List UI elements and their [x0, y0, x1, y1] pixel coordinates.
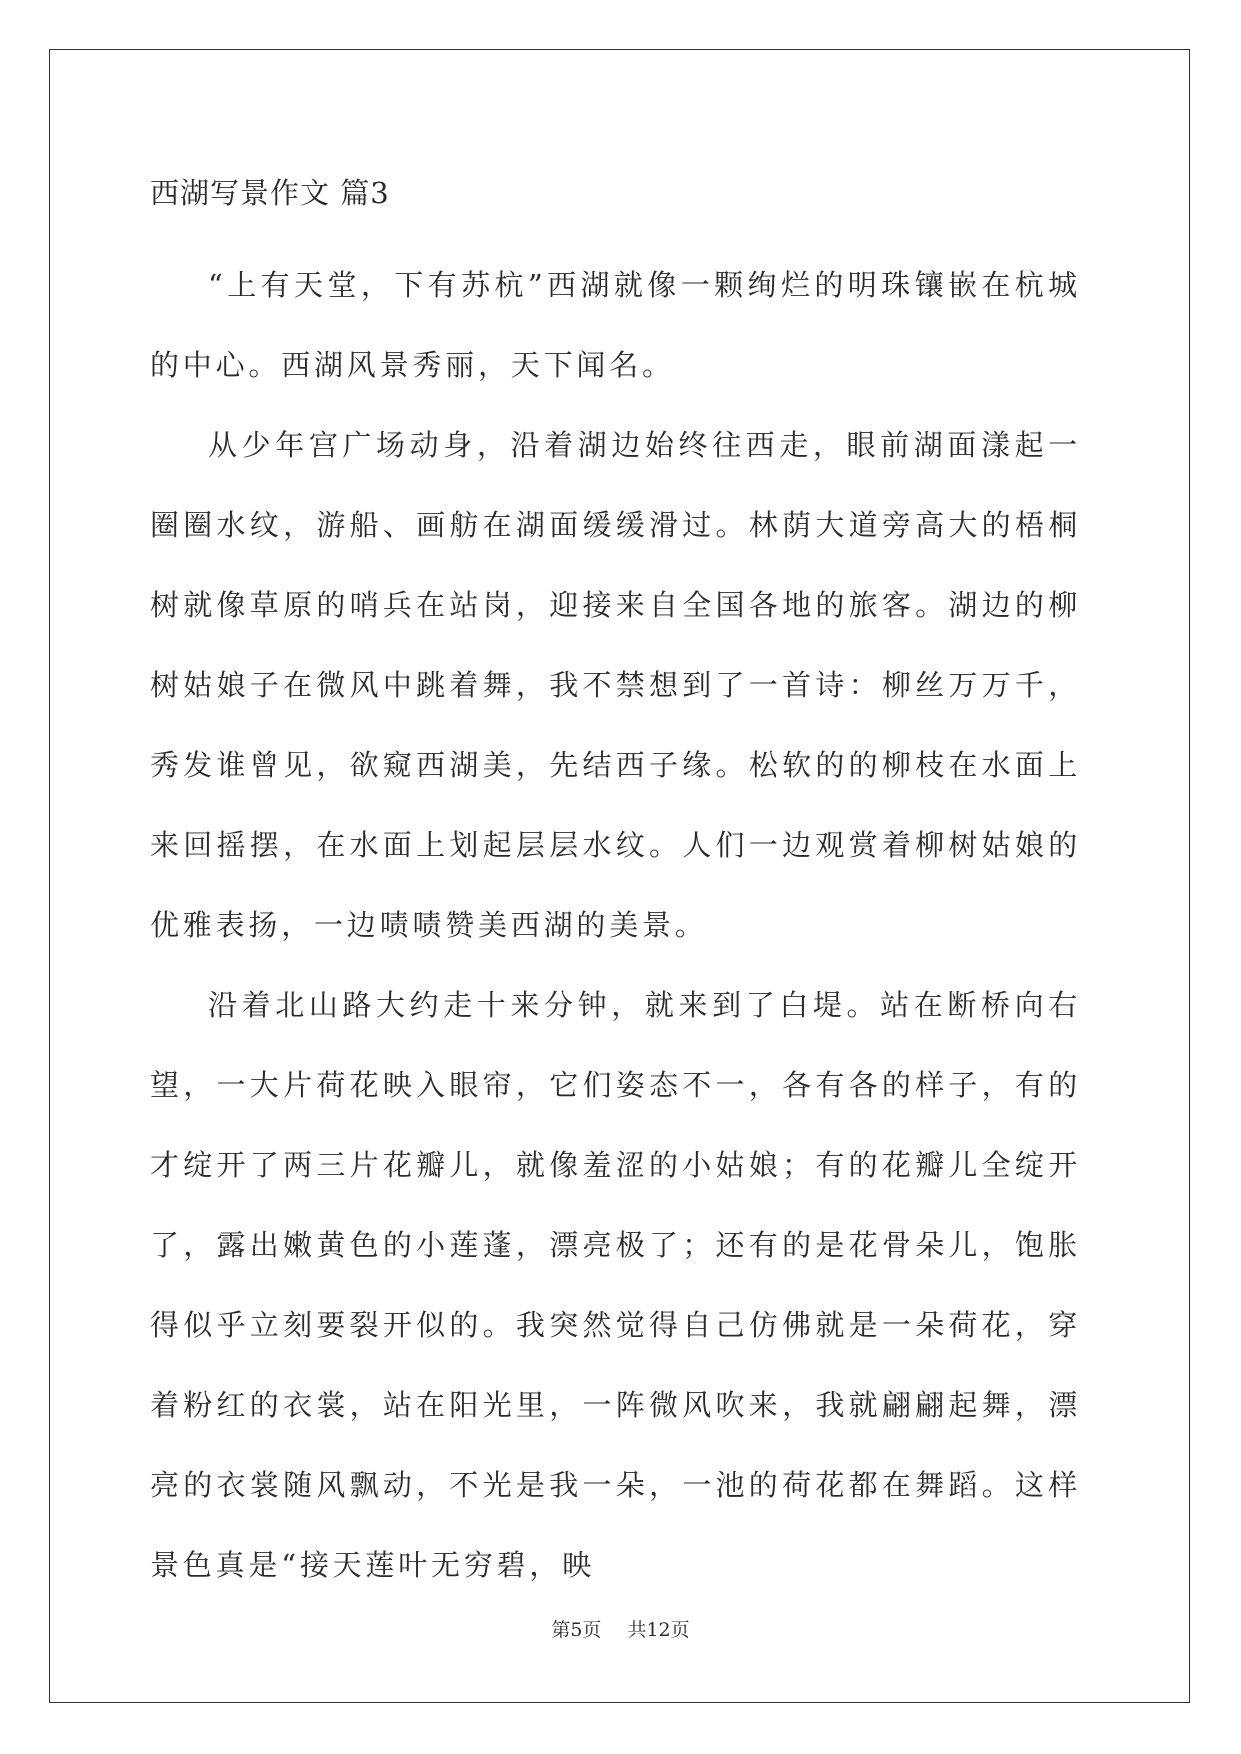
- page-number: 第5页: [551, 1619, 602, 1641]
- paragraph-walk: 从少年宫广场动身，沿着湖边始终往西走，眼前湖面漾起一圈圈水纹，游船、画舫在湖面缓缓滑过。林荫大道旁高大的梧桐树就像草原的哨兵在站岗，迎接来自全国各地的旅客。湖边的柳树姑娘子在微风中跳着舞，我不禁想到了一首诗：柳丝万万千，秀发谁曾见，欲窥西湖美，先结西子缘。松软的的柳枝在水面上来回摇摆，在水面上划起层层水纹。人们一边观赏着柳树姑娘的优雅表扬，一边啧啧赞美西湖的美景。: [150, 428, 1081, 942]
- paragraph-intro: “上有天堂，下有苏杭”西湖就像一颗绚烂的明珠镶嵌在杭城的中心。西湖风景秀丽，天下闻名。: [150, 268, 1081, 382]
- essay-heading: 西湖写景作文 篇3: [150, 176, 390, 210]
- page-total: 共12页: [627, 1619, 690, 1641]
- document-body: [150, 165, 1081, 1605]
- page-footer: [0, 1618, 1241, 1642]
- paragraph-lotus: 沿着北山路大约走十来分钟，就来到了白堤。站在断桥向右望，一大片荷花映入眼帘，它们姿态不一，各有各的样子，有的才绽开了两三片花瓣儿，就像羞涩的小姑娘；有的花瓣儿全绽开了，露出嫩黄色的小莲蓬，漂亮极了；还有的是花骨朵儿，饱胀得似乎立刻要裂开似的。我突然觉得自己仿佛就是一朵荷花，穿着粉红的衣裳，站在阳光里，一阵微风吹来，我就翩翩起舞，漂亮的衣裳随风飘动，不光是我一朵，一池的荷花都在舞蹈。这样景色真是“接天莲叶无穷碧，映: [150, 988, 1081, 1582]
